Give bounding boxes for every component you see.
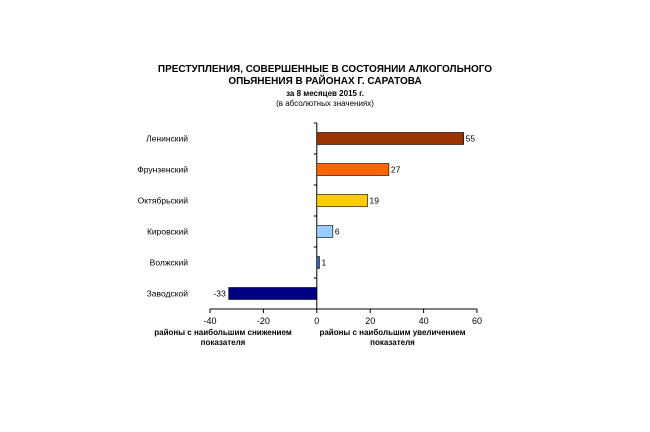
value-label: -33 xyxy=(213,288,226,299)
bar-1 xyxy=(317,133,464,145)
right-axis-note-line-2: показателя xyxy=(370,338,415,347)
value-label: 27 xyxy=(390,164,401,175)
value-label: 1 xyxy=(321,257,327,268)
value-label: 55 xyxy=(465,133,476,144)
category-label: Октябрьский xyxy=(137,195,188,206)
x-tick-label: 20 xyxy=(365,316,376,326)
bar-4 xyxy=(317,226,333,238)
x-tick-label: 0 xyxy=(314,316,320,326)
bar-5 xyxy=(317,257,320,269)
chart-title-line-1: ПРЕСТУПЛЕНИЯ, СОВЕРШЕННЫЕ В СОСТОЯНИИ АЛКОГОЛЬНОГО xyxy=(157,64,493,75)
bar-2 xyxy=(317,164,389,176)
x-tick-label: -40 xyxy=(203,316,217,326)
value-label: 19 xyxy=(369,195,379,206)
chart-subtitle-units: (в абсолютных значениях) xyxy=(276,99,374,108)
x-tick-label: 40 xyxy=(418,316,429,326)
category-label: Волжский xyxy=(149,257,188,268)
right-axis-note xyxy=(305,328,480,348)
left-axis-note-line-2: показателя xyxy=(200,338,246,347)
right-axis-note-line-1: районы с наибольшим увеличением xyxy=(319,328,466,337)
bar-6 xyxy=(229,288,317,300)
category-label: Кировский xyxy=(146,226,188,237)
category-label: Ленинский xyxy=(146,133,188,144)
category-label: Заводской xyxy=(146,288,188,299)
category-label: Фрунзенский xyxy=(137,164,188,175)
chart-title-line-2: ОПЬЯНЕНИЯ В РАЙОНАХ Г. САРАТОВА xyxy=(228,76,422,87)
left-axis-note-line-1: районы с наибольшим снижением xyxy=(154,328,292,337)
x-tick-label: 60 xyxy=(471,316,483,326)
chart-subtitle: за 8 месяцев 2015 г. xyxy=(286,89,364,98)
x-tick-label: -20 xyxy=(256,316,270,326)
bar-3 xyxy=(317,195,368,207)
value-label: 6 xyxy=(334,226,340,237)
left-axis-note xyxy=(138,328,308,348)
